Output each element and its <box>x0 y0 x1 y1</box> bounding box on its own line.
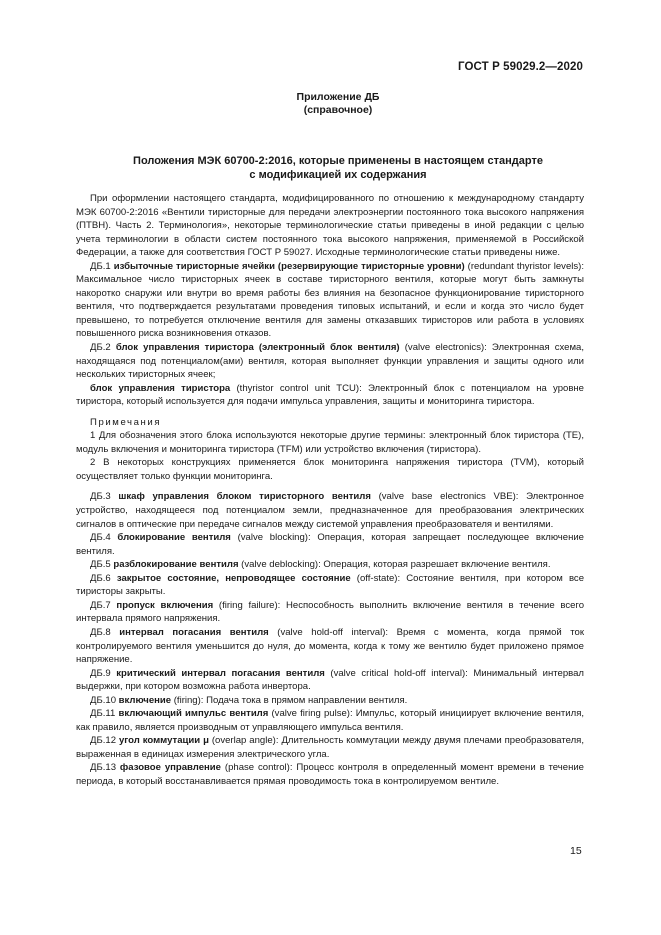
term-name: фазовое управление <box>119 762 221 774</box>
term-name: блокирование вентиля <box>117 532 231 544</box>
term-number: ДБ.1 <box>90 260 111 272</box>
term-name: пропуск включения <box>116 599 214 611</box>
term-entry-db2-alt <box>76 382 584 409</box>
term-name: интервал погасания вентиля <box>119 626 269 638</box>
term-entry-db13 <box>76 761 584 788</box>
notes-heading: Примечания <box>90 416 162 428</box>
term-name: включающий импульс вентиля <box>118 708 269 720</box>
term-number: ДБ.4 <box>90 532 111 544</box>
annex-subtitle: (справочное) <box>303 104 373 116</box>
term-number: ДБ.2 <box>90 342 111 354</box>
term-number: ДБ.5 <box>90 559 111 571</box>
term-definition: (valve firing pulse): Импульс, который инициирует включение вентиля, как правило, является производным от управляющего импульса вентиля. <box>76 708 585 733</box>
term-entry-db1 <box>76 260 584 341</box>
term-number: ДБ.7 <box>90 599 111 611</box>
note-2: 2 В некоторых конструкциях применяется блок мониторинга напряжения тиристора (TVM), который осуществляет только функции мониторинга. <box>76 457 584 482</box>
term-name: включение <box>118 694 172 706</box>
term-name: угол коммутации μ <box>118 735 209 747</box>
term-definition: (valve base electronics VBE): Электронное устройство, находящееся под потенциалом земли, предназначенное для преобразования электрических сигналов в оптические при передаче сигналов между системой управления преобразователя и вентилями. <box>76 491 584 530</box>
term-entry-db8 <box>76 626 584 667</box>
term-definition: (firing failure): Неспособность выполнить включение вентиля в течение всего интервала прямого напряжения. <box>76 599 585 625</box>
term-entry-db9 <box>76 667 584 694</box>
term-name: разблокирование вентиля <box>113 559 239 571</box>
term-number: ДБ.12 <box>90 735 117 747</box>
term-entry-db5 <box>76 558 584 572</box>
term-entry-db2 <box>76 341 584 382</box>
term-number: ДБ.6 <box>90 572 111 584</box>
term-name: шкаф управления блоком тиристорного вентиля <box>118 491 371 503</box>
term-definition: (thyristor control unit TCU): Электронный блок с потенциалом на уровне тиристора, который используется для подачи импульса управления, защиты и мониторинга тиристора. <box>76 382 584 408</box>
term-definition: (phase control): Процесс контроля в определенный момент времени в течение периода, в который восстанавливается прямая проводимость тока в контролируемом вентиле. <box>76 762 584 787</box>
note-1: 1 Для обозначения этого блока используются некоторые другие термины: электронный блок тиристора (TE), модуль включения и мониторинга тиристора (TFM) или устройство включения (тиристора). <box>76 430 584 455</box>
term-number: ДБ.13 <box>90 762 117 774</box>
term-name: критический интервал погасания вентиля <box>116 667 325 679</box>
term-definition: (valve blocking): Операция, которая запрещает последующее включение вентиля. <box>76 532 584 557</box>
intro-paragraph: При оформлении настоящего стандарта, модифицированного по отношению к международному стандарту МЭК 60700-2:2016 «Вентили тиристорные для передачи электроэнергии постоянного тока высокого напряжения (ПТВН). Часть 2. Терминология», некоторые терминологические статьи приведены в иной редакции с целью учета терминологии в области систем постоянного тока высокого напряжения, применяемой в Российской Федерации, а также для соответствия ГОСТ Р 59027. Исходные терминологические статьи приведены ниже. <box>76 193 584 259</box>
term-definition: (overlap angle): Длительность коммутации между двумя плечами преобразователя, выраженная в единицах измерения электрического угла. <box>76 735 584 760</box>
term-number: ДБ.10 <box>90 694 117 706</box>
term-definition: (off-state): Состояние вентиля, при котором все тиристоры закрыты. <box>76 572 584 598</box>
term-entry-db11 <box>76 707 584 734</box>
term-definition: (valve deblocking): Операция, которая разрешает включение вентиля. <box>241 559 551 571</box>
term-number: ДБ.11 <box>90 708 116 720</box>
term-number: ДБ.9 <box>90 667 111 679</box>
term-entry-db7 <box>76 599 584 626</box>
term-entry-db3 <box>76 490 584 531</box>
term-number: ДБ.8 <box>90 626 111 638</box>
term-entry-db12 <box>76 734 584 761</box>
page-number: 15 <box>570 845 582 857</box>
term-definition: (valve hold-off interval): Время с момента, когда прямой ток контролируемого вентиля уменьшится до нуля, до момента, когда к тому же вентилю будет приложено прямое напряжение. <box>76 626 585 666</box>
standard-number: ГОСТ Р 59029.2—2020 <box>458 61 583 73</box>
term-entry-db4 <box>76 531 584 558</box>
main-title-line-2: с модификацией их содержания <box>249 169 427 181</box>
main-title-line-1: Положения МЭК 60700-2:2016, которые применены в настоящем стандарте <box>133 155 543 167</box>
term-definition: (valve electronics): Электронная схема, находящаяся под потенциалом(ами) вентиля, которая выполняет функции управления и защиты одного или нескольких тиристорных ячеек; <box>76 342 585 381</box>
term-definition: (firing): Подача тока в прямом направлении вентиля. <box>173 694 408 706</box>
term-definition: (redundant thyristor levels): Максимальное число тиристорных ячеек в составе тиристорного вентиля, которые могут быть замкнуты накоротко снаружи или внутри во время работы без влияния на безопасное функционирование тиристорного вентиля, что подтверждается результатами проведения типовых испытаний, и если и когда это число будет превышено, то потребуется отключение вентиля для замены отказавших тиристоров или работа в условиях повышенного риска возникновения отказов. <box>76 260 584 340</box>
term-entry-db6 <box>76 572 584 599</box>
annex-title: Приложение ДБ <box>296 91 380 103</box>
term-name: закрытое состояние, непроводящее состояние <box>116 572 351 584</box>
term-definition: (valve critical hold-off interval): Минимальный интервал выдержки, при котором возможна работа инвертора. <box>76 667 584 693</box>
term-entry-db10 <box>76 694 584 708</box>
term-name: блок управления тиристора <box>90 382 231 394</box>
term-name: избыточные тиристорные ячейки (резервирующие тиристорные уровни) <box>113 260 465 272</box>
term-number: ДБ.3 <box>90 491 111 503</box>
term-name: блок управления тиристора (электронный блок вентиля) <box>115 342 400 354</box>
document-body <box>76 192 584 789</box>
